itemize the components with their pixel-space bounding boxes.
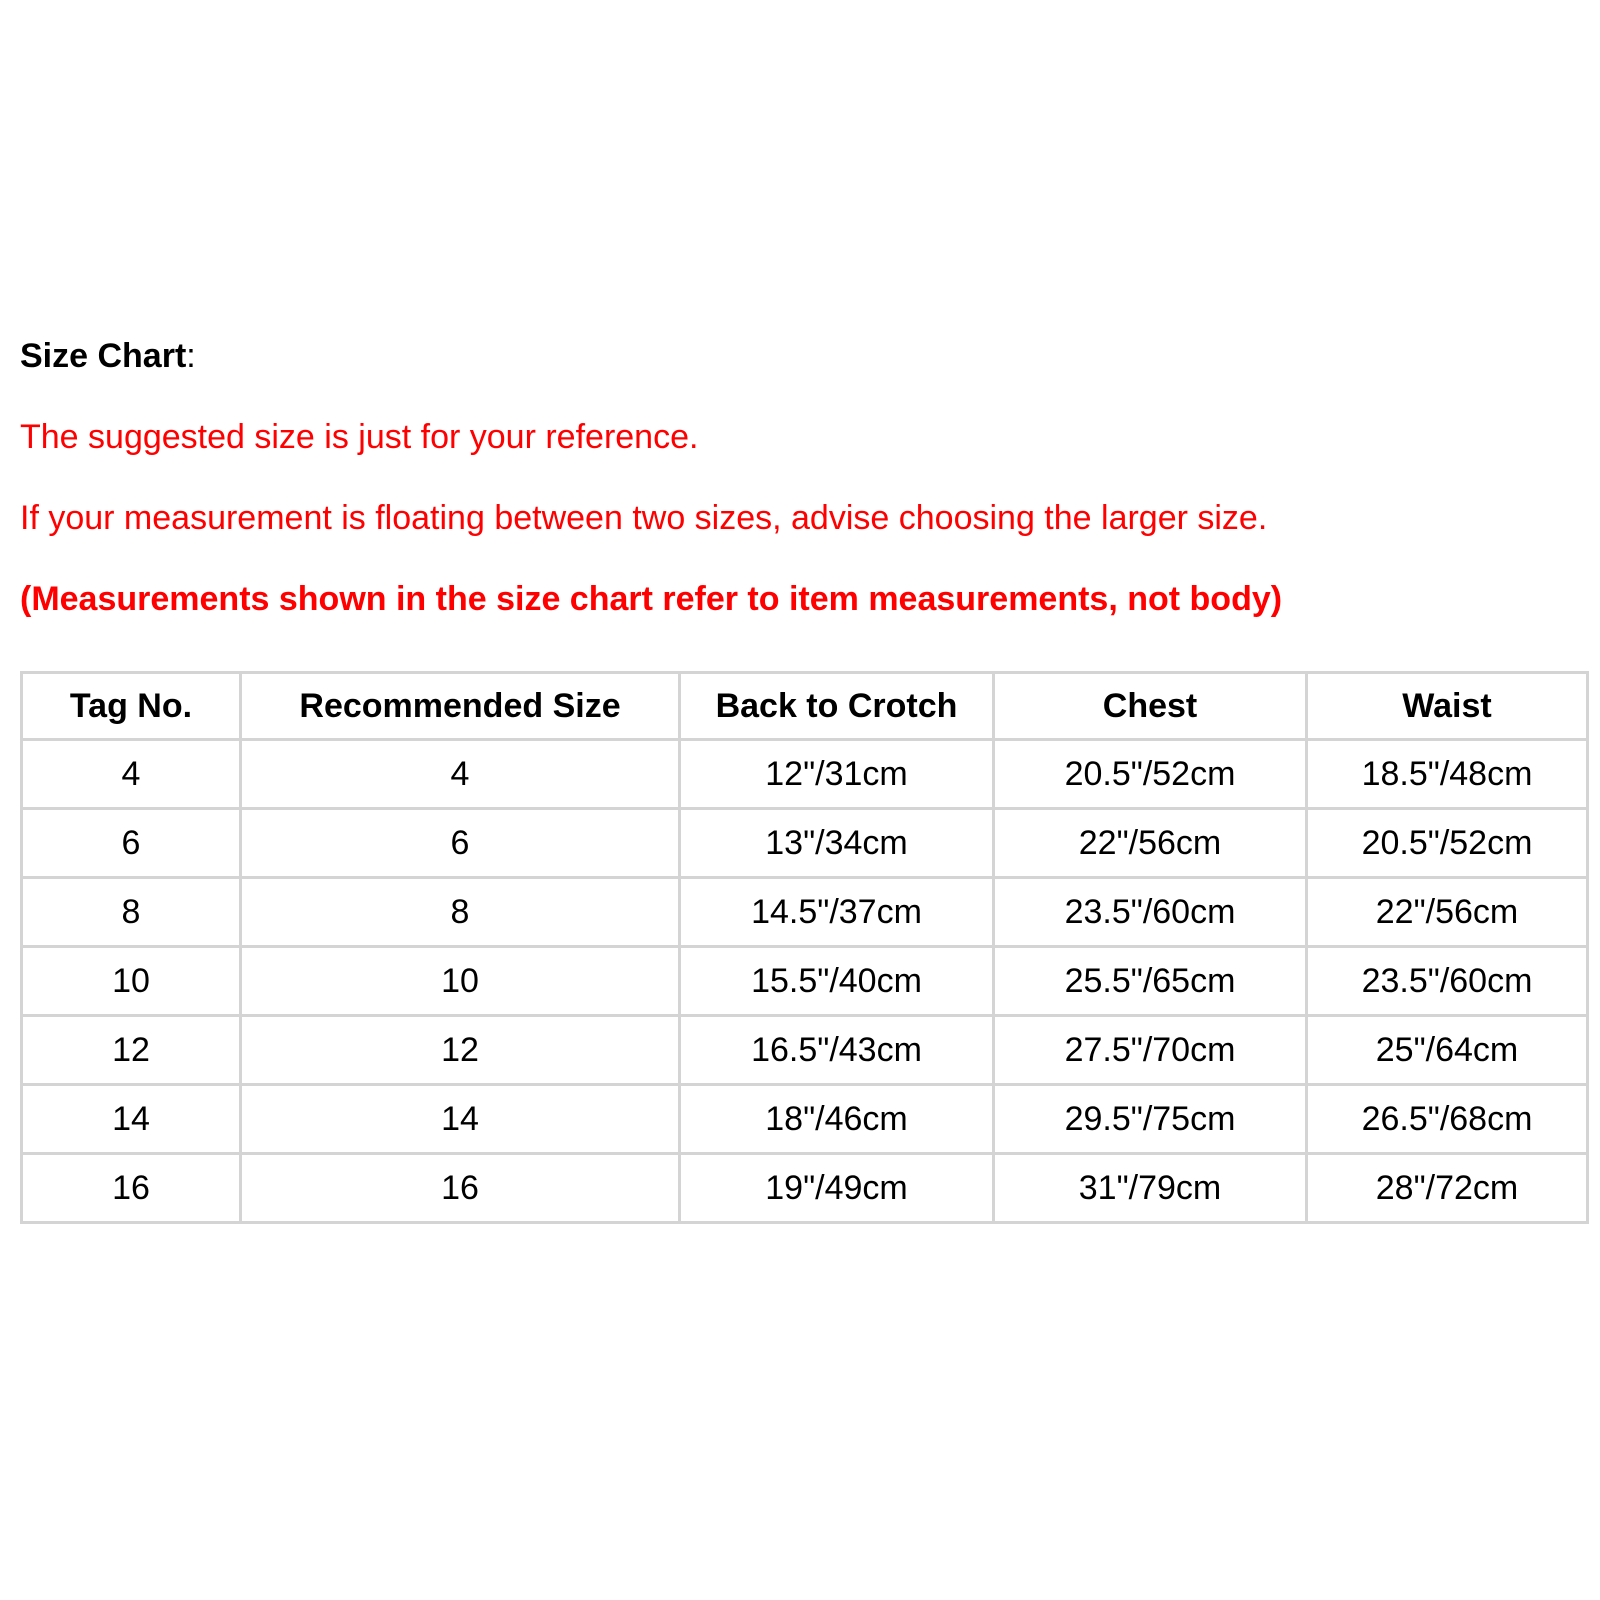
measurement-disclaimer: (Measurements shown in the size chart refer to item measurements, not body) [20,580,1283,618]
cell-recommended-size: 12 [241,1016,680,1085]
table-row [22,809,1588,878]
cell-tag-no: 6 [22,809,241,878]
cell-back-to-crotch: 13"/34cm [680,809,994,878]
header-chest: Chest [994,673,1307,740]
page-title-colon: : [186,337,196,375]
table-row [22,1154,1588,1223]
cell-waist: 25"/64cm [1307,1016,1588,1085]
reference-note: The suggested size is just for your reference. [20,418,699,456]
cell-recommended-size: 6 [241,809,680,878]
cell-chest: 25.5"/65cm [994,947,1307,1016]
header-back-to-crotch: Back to Crotch [680,673,994,740]
cell-tag-no: 10 [22,947,241,1016]
size-table [20,671,1589,1224]
table-row [22,878,1588,947]
cell-chest: 29.5"/75cm [994,1085,1307,1154]
cell-back-to-crotch: 12"/31cm [680,740,994,809]
page-title [20,336,1590,376]
cell-chest: 20.5"/52cm [994,740,1307,809]
header-waist: Waist [1307,673,1588,740]
cell-back-to-crotch: 18"/46cm [680,1085,994,1154]
page-title-label: Size Chart [20,337,187,375]
cell-recommended-size: 10 [241,947,680,1016]
cell-recommended-size: 8 [241,878,680,947]
cell-waist: 22"/56cm [1307,878,1588,947]
cell-back-to-crotch: 14.5"/37cm [680,878,994,947]
table-header-row [22,673,1588,740]
cell-chest: 22"/56cm [994,809,1307,878]
cell-waist: 26.5"/68cm [1307,1085,1588,1154]
cell-chest: 31"/79cm [994,1154,1307,1223]
cell-waist: 20.5"/52cm [1307,809,1588,878]
cell-tag-no: 4 [22,740,241,809]
cell-recommended-size: 4 [241,740,680,809]
cell-tag-no: 8 [22,878,241,947]
table-row [22,740,1588,809]
header-recommended-size: Recommended Size [241,673,680,740]
cell-recommended-size: 14 [241,1085,680,1154]
sizing-advice-note: If your measurement is floating between two sizes, advise choosing the larger size. [20,499,1268,537]
table-row [22,947,1588,1016]
cell-back-to-crotch: 19"/49cm [680,1154,994,1223]
cell-chest: 27.5"/70cm [994,1016,1307,1085]
cell-back-to-crotch: 15.5"/40cm [680,947,994,1016]
cell-tag-no: 14 [22,1085,241,1154]
size-chart-intro [20,336,1590,619]
cell-waist: 28"/72cm [1307,1154,1588,1223]
cell-chest: 23.5"/60cm [994,878,1307,947]
cell-waist: 23.5"/60cm [1307,947,1588,1016]
cell-recommended-size: 16 [241,1154,680,1223]
table-row [22,1016,1588,1085]
cell-waist: 18.5"/48cm [1307,740,1588,809]
cell-tag-no: 16 [22,1154,241,1223]
table-row [22,1085,1588,1154]
cell-back-to-crotch: 16.5"/43cm [680,1016,994,1085]
cell-tag-no: 12 [22,1016,241,1085]
header-tag-no: Tag No. [22,673,241,740]
